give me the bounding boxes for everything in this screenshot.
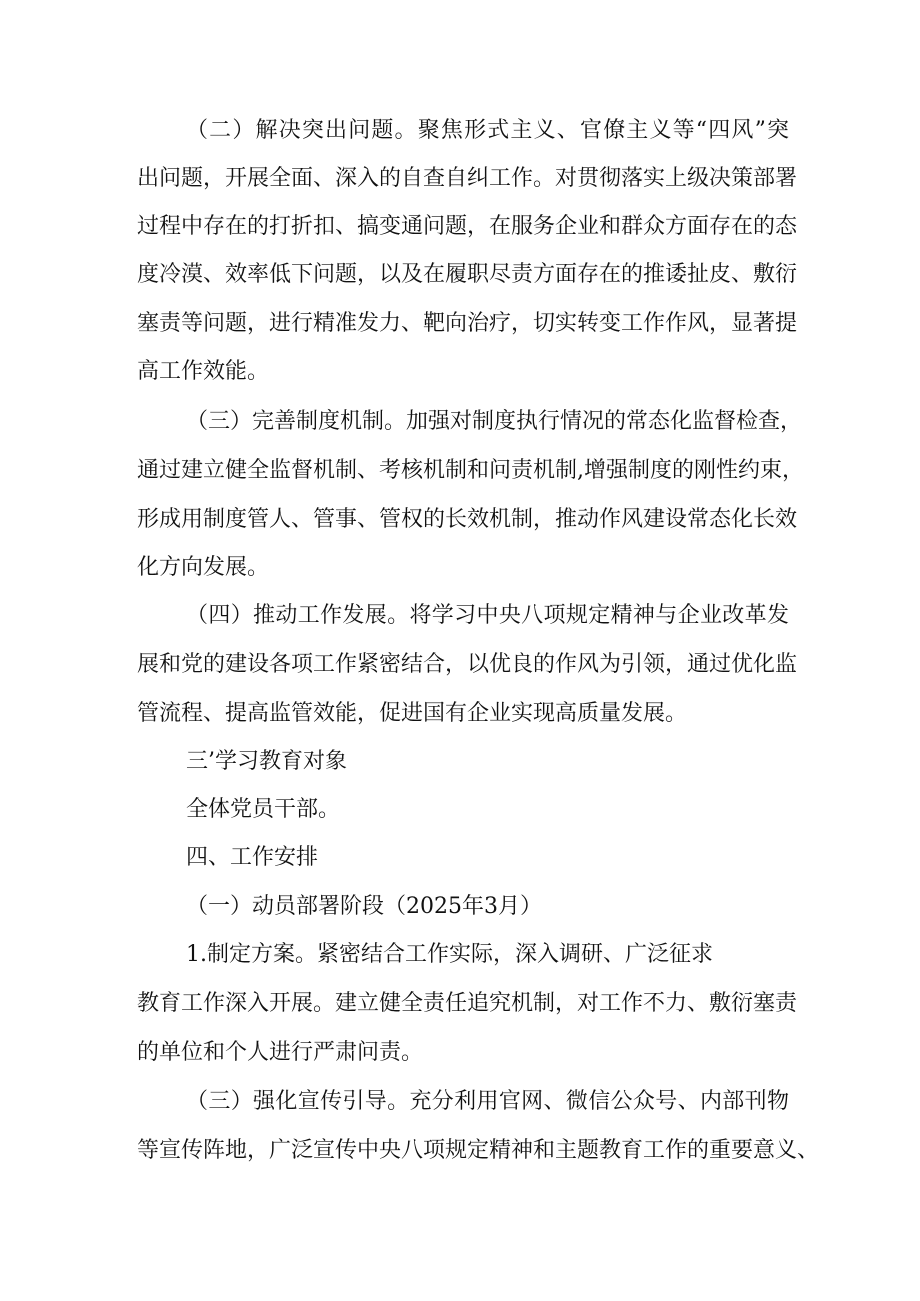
item-1-text: 1.制定方案。紧密结合工作实际，深入调研、广泛征求 [186, 942, 713, 967]
section-3-heading: 三’学习教育对象 [186, 749, 347, 774]
publicity-line-1: （三）强化宣传引导。充分利用官网、微信公众号、内部刊物 [186, 1089, 789, 1114]
paragraph-2-line-6: 高工作效能。 [137, 359, 270, 384]
fragment-line-2: 的单位和个人进行严肃问责。 [137, 1040, 424, 1065]
paragraph-3-line-3: 形成用制度管人、管事、管权的长效机制，推动作风建设常态化长效 [137, 507, 798, 532]
paragraph-4-line-2: 展和党的建设各项工作紧密结合，以优良的作风为引领，通过优化监 [137, 652, 798, 677]
paragraph-4-line-3: 管流程、提高监管效能，促进国有企业实现高质量发展。 [137, 701, 688, 726]
paragraph-3-line-1: （三）完善制度机制。加强对制度执行情况的常态化监督检查， [186, 409, 803, 434]
paragraph-3-line-2: 通过建立健全监督机制、考核机制和问责机制,增强制度的刚性约束， [137, 458, 804, 483]
paragraph-3-line-4: 化方向发展。 [137, 555, 270, 580]
section-3-body: 全体党员干部。 [186, 797, 341, 822]
paragraph-2-line-2: 出问题，开展全面、深入的自查自纠工作。对贯彻落实上级决策部署 [137, 166, 798, 191]
paragraph-2-line-4: 度冷漠、效率低下问题，以及在履职尽责方面存在的推诿扯皮、敷衍 [137, 262, 798, 287]
fragment-line-1: 教育工作深入开展。建立健全责任追究机制，对工作不力、敷衍塞责 [137, 991, 798, 1016]
section-4-heading: 四、工作安排 [186, 845, 319, 870]
phase-1-heading: （一）动员部署阶段（2025年3月） [186, 894, 542, 919]
paragraph-2-line-3: 过程中存在的打折扣、搞变通问题，在服务企业和群众方面存在的态 [137, 214, 798, 239]
paragraph-2-line-5: 塞责等问题，进行精准发力、靶向治疗，切实转变工作作风，显著提 [137, 311, 798, 336]
publicity-line-2: 等宣传阵地，广泛宣传中央八项规定精神和主题教育工作的重要意义、 [137, 1138, 820, 1163]
paragraph-4-line-1: （四）推动工作发展。将学习中央八项规定精神与企业改革发 [186, 603, 789, 628]
paragraph-2-line-1: （二）解决突出问题。聚焦形式主义、官僚主义等“四风”突 [186, 118, 789, 143]
